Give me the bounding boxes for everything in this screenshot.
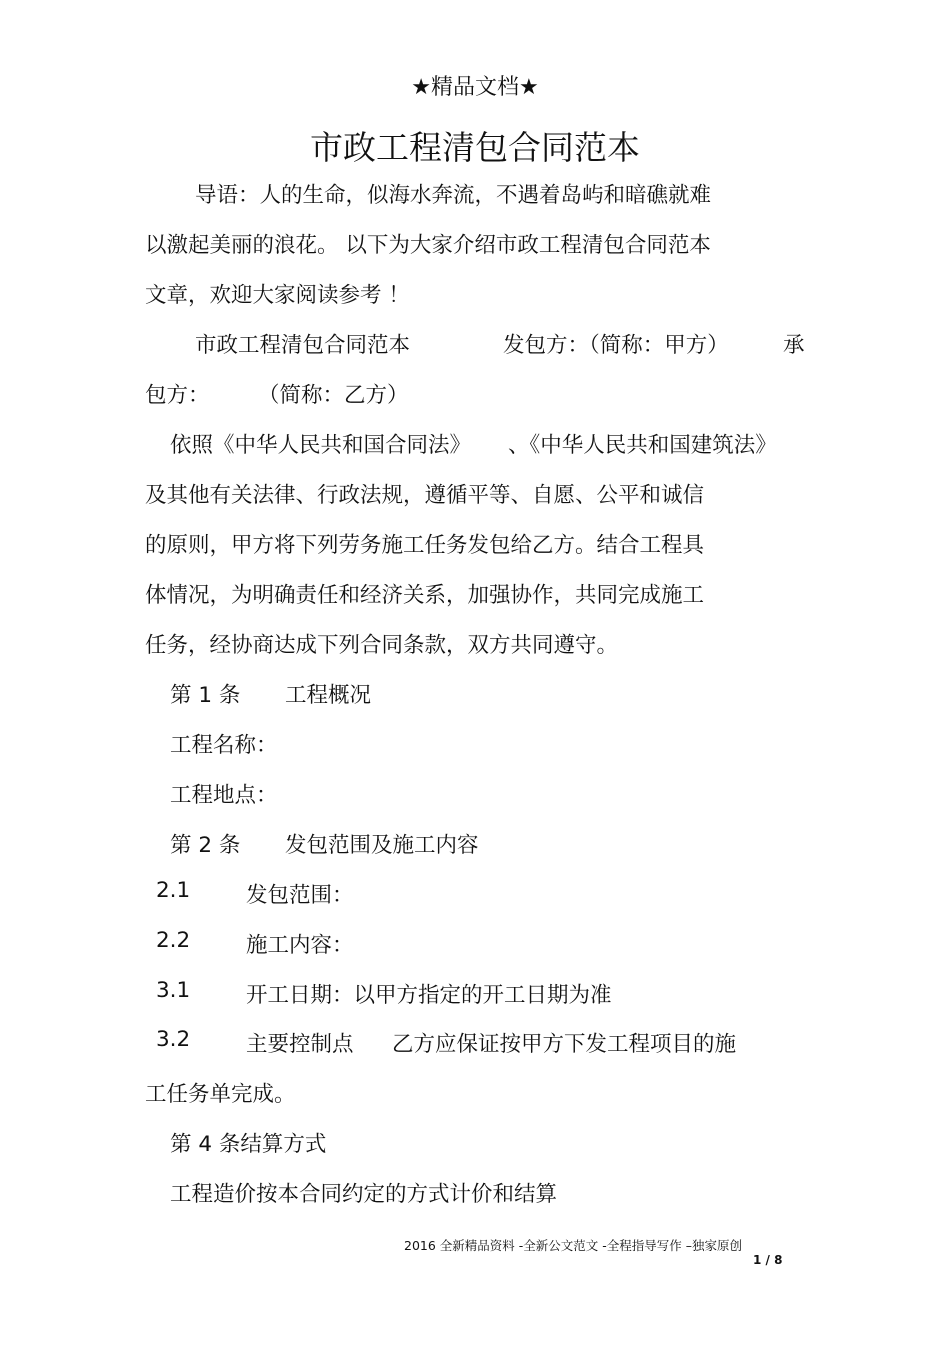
article-heading: 发包范围及施工内容 bbox=[285, 833, 479, 858]
body-line: 依照《中华人民共和国合同法》 bbox=[170, 433, 472, 458]
article-number: 第 1 条 bbox=[170, 683, 241, 708]
body-line: 任务，经协商达成下列合同条款，双方共同遵守。 bbox=[145, 633, 619, 658]
article-number: 第 2 条 bbox=[170, 833, 241, 858]
body-line: 及其他有关法律、行政法规，遵循平等、自愿、公平和诚信 bbox=[145, 483, 705, 508]
body-line: 工程地点： bbox=[170, 783, 278, 808]
clause-number: 2.2 bbox=[156, 928, 191, 953]
article-heading: 工程概况 bbox=[285, 683, 372, 708]
body-line: 文章，欢迎大家阅读参考 ！ bbox=[145, 283, 410, 308]
article-heading: 第 4 条结算方式 bbox=[170, 1132, 327, 1157]
body-line: 主要控制点 bbox=[246, 1032, 354, 1057]
body-line: 乙方应保证按甲方下发工程项目的施 bbox=[392, 1032, 737, 1057]
body-line: 承 bbox=[783, 333, 805, 358]
body-line: 发包方：（简称：甲方） bbox=[503, 333, 729, 358]
body-line: 开工日期：以甲方指定的开工日期为准 bbox=[246, 983, 612, 1008]
body-line: 体情况，为明确责任和经济关系，加强协作，共同完成施工 bbox=[145, 583, 705, 608]
body-line: （简称：乙方） bbox=[258, 383, 409, 408]
body-line: 发包范围： bbox=[246, 883, 354, 908]
body-line: 包方： bbox=[145, 383, 210, 408]
clause-number: 2.1 bbox=[156, 878, 191, 903]
body-line: 以激起美丽的浪花。 以下为大家介绍市政工程清包合同范本 bbox=[145, 233, 711, 258]
body-line: 工任务单完成。 bbox=[145, 1082, 296, 1107]
clause-number: 3.2 bbox=[156, 1027, 191, 1052]
body-line: 市政工程清包合同范本 bbox=[195, 333, 411, 358]
document-banner: ★精品文档★ bbox=[411, 75, 539, 100]
body-line: 工程名称： bbox=[170, 733, 278, 758]
body-line: 施工内容： bbox=[246, 933, 354, 958]
body-line: 的原则，甲方将下列劳务施工任务发包给乙方。结合工程具 bbox=[145, 533, 705, 558]
footer-text: 2016 全新精品资料 -全新公文范文 -全程指导写作 –独家原创 bbox=[404, 1238, 742, 1253]
body-line: 、《中华人民共和国建筑法》 bbox=[508, 433, 777, 458]
body-line: 导语：人的生命，似海水奔流，不遇着岛屿和暗礁就难 bbox=[195, 183, 712, 208]
body-line: 工程造价按本合同约定的方式计价和结算 bbox=[170, 1182, 558, 1207]
document-title: 市政工程清包合同范本 bbox=[310, 128, 640, 167]
clause-number: 3.1 bbox=[156, 978, 191, 1003]
page-number: 1 / 8 bbox=[753, 1253, 783, 1267]
